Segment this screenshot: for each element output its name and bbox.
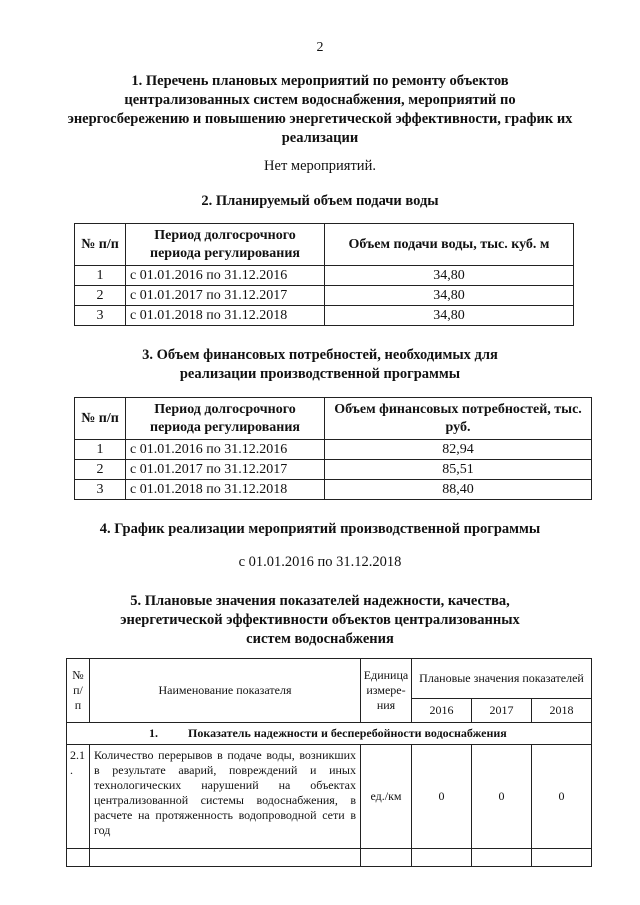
cell-volume: 34,80 bbox=[325, 266, 574, 286]
table-header-row bbox=[75, 224, 574, 266]
header-planned: Плановые значения показателей bbox=[412, 659, 592, 699]
cell-value: 0 bbox=[412, 745, 472, 849]
header-num: № п/п bbox=[75, 398, 126, 440]
header-unit: Единица измере- ния bbox=[361, 659, 412, 723]
subheader-num: 1. bbox=[149, 726, 158, 740]
table-row bbox=[67, 745, 592, 849]
header-volume: Объем подачи воды, тыс. куб. м bbox=[325, 224, 574, 266]
cell-value: 0 bbox=[531, 745, 591, 849]
table-row-continuation bbox=[67, 849, 592, 867]
cell-num: 1 bbox=[75, 440, 126, 460]
header-year: 2018 bbox=[531, 699, 591, 723]
cell-unit: ед./км bbox=[361, 745, 412, 849]
table-header-row bbox=[75, 398, 592, 440]
section-2-title: 2. Планируемый объем подачи воды bbox=[201, 193, 439, 209]
cell-num: 3 bbox=[75, 306, 126, 326]
section-1-text: Нет мероприятий. bbox=[264, 158, 376, 174]
header-period: Период долгосрочного периода регулирования bbox=[126, 398, 325, 440]
cell-amount: 82,94 bbox=[325, 440, 592, 460]
cell-amount: 85,51 bbox=[325, 460, 592, 480]
section-1-title-line: энергосбережению и повышению энергетической эффективности, график их bbox=[67, 111, 573, 127]
indicators-table bbox=[66, 658, 592, 867]
cell-period: с 01.01.2016 по 31.12.2016 bbox=[126, 266, 325, 286]
header-name: Наименование показателя bbox=[90, 659, 361, 723]
table-row bbox=[75, 266, 574, 286]
table-header-row bbox=[67, 659, 592, 699]
section-3-title-line: реализации производственной программы bbox=[179, 366, 461, 382]
table-row bbox=[75, 286, 574, 306]
cell-value: 0 bbox=[471, 745, 531, 849]
subheader-title: Показатель надежности и бесперебойности водоснабжения bbox=[188, 726, 507, 740]
table-subheader-row bbox=[67, 723, 592, 745]
table-row bbox=[75, 480, 592, 500]
header-period: Период долгосрочного периода регулирования bbox=[126, 224, 325, 266]
section-4-text: с 01.01.2016 по 31.12.2018 bbox=[238, 554, 402, 570]
section-1-title-line: 1. Перечень плановых мероприятий по ремонту объектов bbox=[131, 73, 509, 89]
cell-volume: 34,80 bbox=[325, 286, 574, 306]
header-year: 2016 bbox=[412, 699, 472, 723]
table-row bbox=[75, 440, 592, 460]
header-financial: Объем финансовых потребностей, тыс. руб. bbox=[325, 398, 592, 440]
section-4-title: 4. График реализации мероприятий производственной программы bbox=[99, 521, 541, 537]
cell-period: с 01.01.2018 по 31.12.2018 bbox=[126, 306, 325, 326]
cell-num: 2 bbox=[75, 286, 126, 306]
cell-amount: 88,40 bbox=[325, 480, 592, 500]
cell-num: 3 bbox=[75, 480, 126, 500]
page-number: 2 bbox=[316, 40, 324, 55]
cell-num: 1 bbox=[75, 266, 126, 286]
financial-needs-table bbox=[74, 397, 592, 500]
water-volume-table bbox=[74, 223, 574, 326]
section-5-title-line: систем водоснабжения bbox=[246, 631, 394, 647]
header-num: № п/п bbox=[75, 224, 126, 266]
cell-name: Количество перерывов в подаче воды, возникших в результате аварий, повреждений и иных технологических нарушений на объектах централизованной системы водоснабжения, в расчете на протяженность водопроводной сети в год bbox=[90, 745, 361, 849]
header-num: № п/п bbox=[67, 659, 90, 723]
table-row bbox=[75, 306, 574, 326]
section-5-title-line: 5. Плановые значения показателей надежности, качества, bbox=[130, 593, 510, 609]
cell-period: с 01.01.2018 по 31.12.2018 bbox=[126, 480, 325, 500]
table-row bbox=[75, 460, 592, 480]
section-3-title bbox=[20, 346, 620, 384]
section-5-title-line: энергетической эффективности объектов централизованных bbox=[120, 612, 520, 628]
section-1-title-line: реализации bbox=[281, 130, 359, 146]
section-5-title bbox=[20, 592, 620, 649]
subheader-cell bbox=[67, 723, 592, 745]
section-1-title-line: централизованных систем водоснабжения, мероприятий по bbox=[124, 92, 516, 108]
cell-period: с 01.01.2016 по 31.12.2016 bbox=[126, 440, 325, 460]
section-1-title bbox=[20, 72, 620, 148]
cell-volume: 34,80 bbox=[325, 306, 574, 326]
cell-num: 2.1 . bbox=[67, 745, 90, 849]
cell-period: с 01.01.2017 по 31.12.2017 bbox=[126, 286, 325, 306]
cell-num: 2 bbox=[75, 460, 126, 480]
header-year: 2017 bbox=[471, 699, 531, 723]
section-3-title-line: 3. Объем финансовых потребностей, необходимых для bbox=[142, 347, 498, 363]
cell-period: с 01.01.2017 по 31.12.2017 bbox=[126, 460, 325, 480]
